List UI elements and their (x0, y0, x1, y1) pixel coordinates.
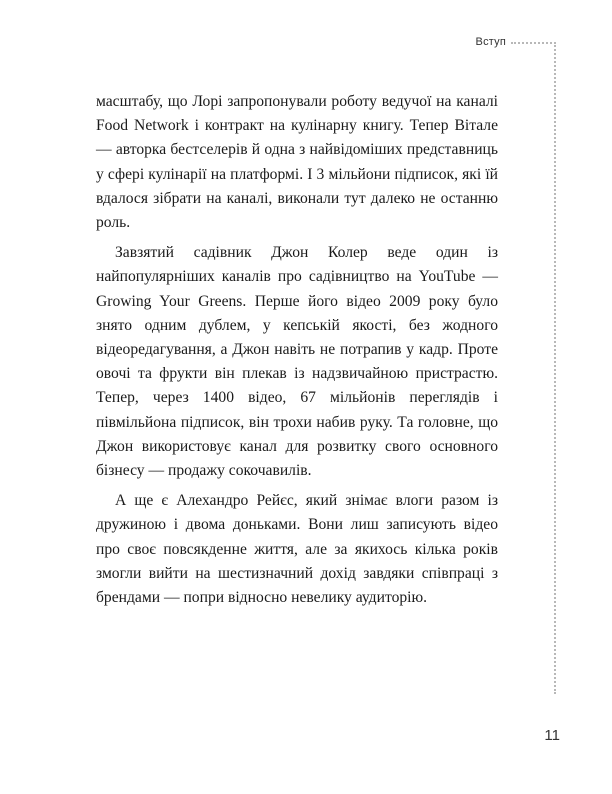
running-header-title: Вступ (475, 36, 506, 48)
header-dotted-rule (511, 42, 556, 44)
paragraph-continuation: масштабу, що Лорі запропонували роботу ведучої на каналі Food Network і контракт на кулінарну книгу. Тепер Вітале — авторка бестселерів й одна з найвідоміших представниць у сфері кулінарії на платформі. І 3 мільйони підписок, які їй вдалося зібрати на каналі, виконали тут далеко не останню роль. (96, 93, 498, 232)
page-number: 11 (544, 727, 560, 744)
paragraph-john-kohler: Завзятий садівник Джон Колер веде один із найпопулярніших каналів про садівництво на YouTube — Growing Your Greens. Перше його відео 2009 року було знято одним дублем, у кепській якості, без жодного відеоредагування, а Джон навіть не потрапив у кадр. Проте овочі та фрукти він плекав із надзвичайною пристрастю. Тепер, через 1400 відео, 67 мільйонів переглядів і півмільйона підписок, він трохи набив руку. Та головне, що Джон використовує канал для розвитку свого основного бізнесу — продажу сокочавилів. (96, 244, 498, 480)
paragraph-alejandro-reyes: А ще є Алехандро Рейєс, який знімає влоги разом із дружиною і двома доньками. Вони лиш записують відео про своє повсякденне життя, але за якихось кілька років змогли вийти на шестизначний дохід завдяки співпраці з брендами — попри відносно невелику аудиторію. (96, 492, 498, 607)
body-text (96, 90, 498, 616)
margin-dotted-rule (554, 42, 556, 694)
